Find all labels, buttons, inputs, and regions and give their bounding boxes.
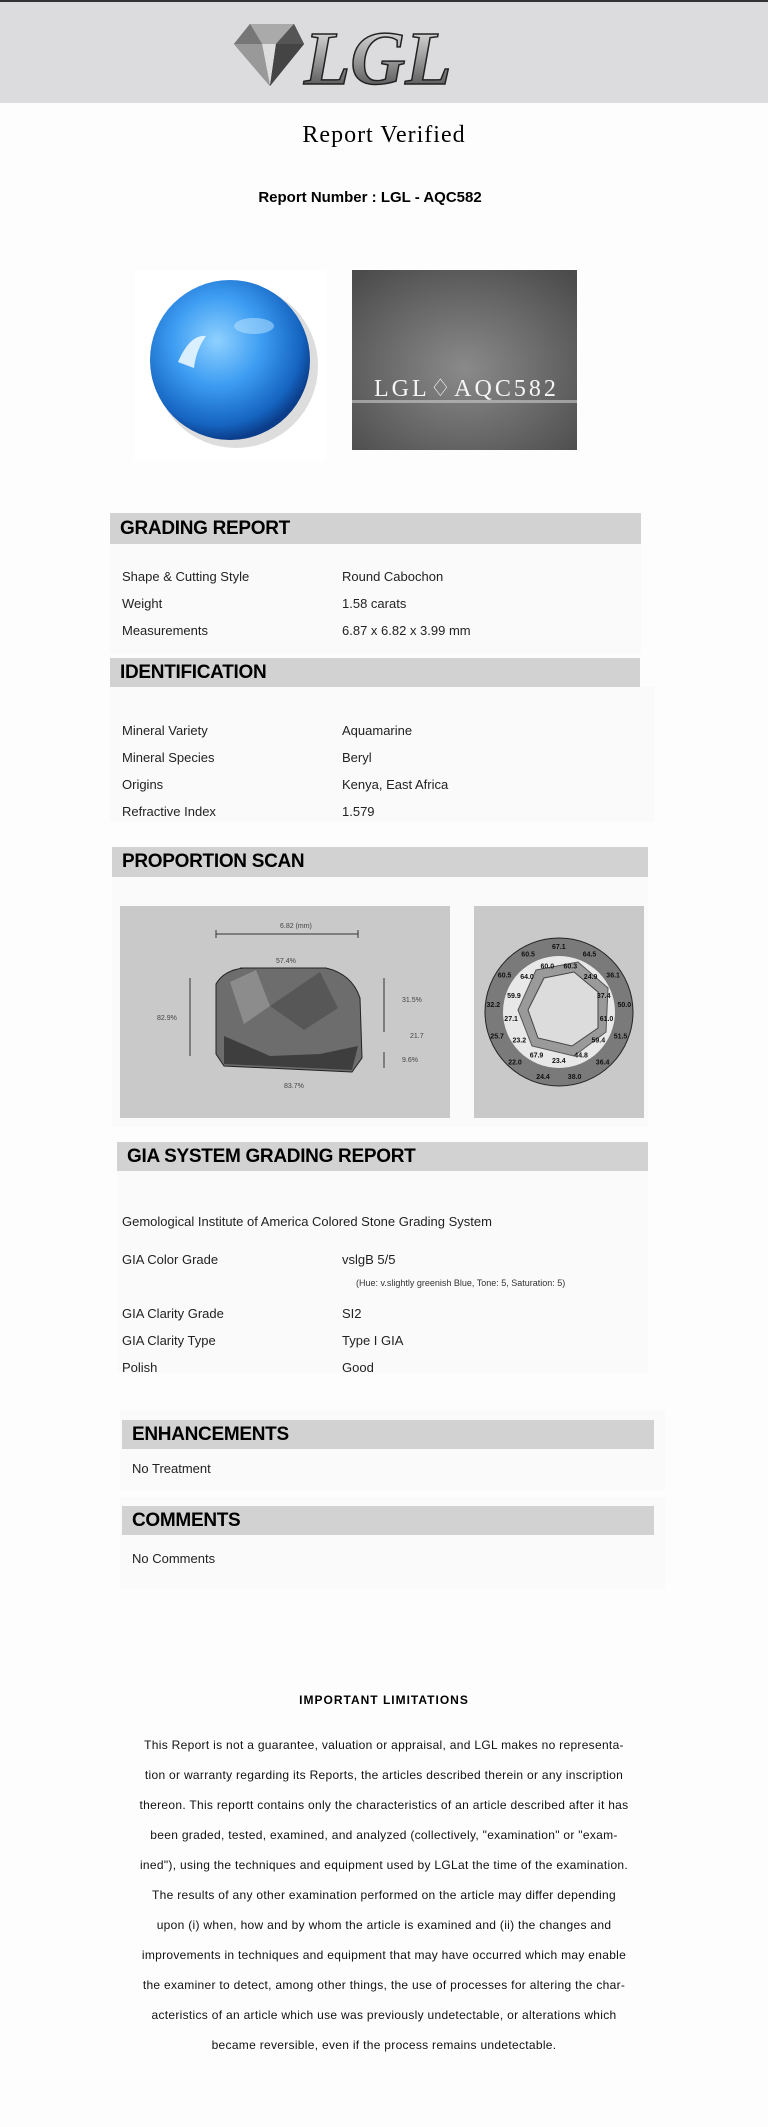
identification-heading: IDENTIFICATION [110, 658, 640, 687]
scan-measure-label: 67.9 [529, 1052, 544, 1060]
scan-measure-label: 24.4 [536, 1074, 550, 1082]
scan-measure-label: 51.5 [613, 1033, 628, 1041]
limitations-heading: IMPORTANT LIMITATIONS [299, 1693, 469, 1707]
inscription-photo [352, 270, 577, 450]
limitation-line: been graded, tested, examined, and analyzed (collectively, "examination" or "exam- [150, 1828, 618, 1842]
row-label: Origins [122, 777, 164, 792]
pavilion-label: 21.7 [410, 1033, 424, 1040]
row-label: GIA Clarity Type [122, 1333, 216, 1348]
gia-subtitle: Gemological Institute of America Colored Stone Grading System [122, 1214, 492, 1229]
limitation-line: improvements in techniques and equipment that may have occurred which may enable [141, 1948, 627, 1962]
top-view-scan [474, 906, 644, 1118]
row-value: 1.579 [342, 804, 375, 819]
scan-measure-label: 37.4 [596, 993, 611, 1000]
comments-text: No Comments [132, 1551, 216, 1566]
scan-measure-label: 60.5 [521, 951, 535, 959]
total-depth-label: 82.9% [157, 1015, 177, 1022]
scan-measure-label: 25.7 [490, 1033, 504, 1041]
side-profile-scan [120, 906, 450, 1118]
scan-measure-label: 64.0 [520, 974, 534, 982]
scan-measure-label: 64.5 [582, 951, 597, 959]
scan-measure-label: 38.0 [567, 1074, 582, 1082]
row-label: GIA Clarity Grade [122, 1306, 224, 1321]
row-value: Type I GIA [342, 1333, 404, 1348]
header-banner [0, 2, 768, 103]
scan-measure-label: 44.8 [574, 1052, 588, 1060]
comments-heading: COMMENTS [122, 1506, 654, 1535]
row-label: Shape & Cutting Style [122, 569, 250, 584]
row-value: vslgB 5/5 [342, 1252, 396, 1267]
logo-wordmark: LGL [304, 17, 452, 96]
limitation-line: acteristics of an article which use was previously undetectable, or alterations which [151, 2008, 617, 2022]
scan-measure-label: 61.0 [599, 1015, 614, 1023]
row-value: Aquamarine [342, 723, 413, 738]
limitation-line: the examiner to detect, among other things, the use of processes for altering the char- [142, 1978, 626, 1992]
row-label: Weight [122, 596, 163, 611]
scan-measure-label: 50.0 [617, 1002, 632, 1009]
girdle-label: 9.6% [402, 1057, 418, 1064]
limitation-line: This Report is not a guarantee, valuation or appraisal, and LGL makes no representa- [144, 1738, 624, 1752]
row-label: GIA Color Grade [122, 1252, 219, 1267]
row-label: Refractive Index [122, 804, 216, 819]
width-label: 6.82 (mm) [280, 923, 312, 930]
limitation-line: upon (i) when, how and by whom the article is examined and (ii) the changes and [156, 1918, 612, 1932]
limitation-line: The results of any other examination performed on the article may differ depending [152, 1888, 616, 1902]
crown-label: 31.5% [402, 997, 422, 1004]
scan-measure-label: 22.0 [508, 1059, 522, 1067]
scan-measure-label: 67.1 [552, 944, 566, 951]
enhancements-text: No Treatment [132, 1461, 211, 1476]
row-value: Round Cabochon [342, 569, 444, 584]
row-value: Beryl [342, 750, 372, 765]
scan-measure-label: 23.2 [512, 1037, 527, 1045]
scan-measure-label: 60.0 [540, 963, 555, 971]
gia-heading: GIA SYSTEM GRADING REPORT [117, 1142, 648, 1171]
row-value: Good [342, 1360, 374, 1375]
diamond-icon [234, 24, 304, 86]
lgl-logo [232, 14, 492, 96]
row-label: Mineral Variety [122, 723, 208, 738]
scan-measure-label: 23.4 [552, 1058, 566, 1065]
scan-measure-label: 36.1 [606, 972, 620, 980]
limitation-line: tion or warranty regarding its Reports, the articles described therein or any inscription [144, 1768, 624, 1782]
row-value: 1.58 carats [342, 596, 407, 611]
scan-measure-label: 32.2 [486, 1002, 501, 1009]
row-value: 6.87 x 6.82 x 3.99 mm [342, 623, 471, 638]
grading-report-heading: GRADING REPORT [110, 513, 641, 544]
row-value: SI2 [342, 1306, 362, 1321]
report-number: Report Number : LGL - AQC582 [258, 189, 482, 206]
row-label: Polish [122, 1360, 158, 1375]
row-label: Mineral Species [122, 750, 215, 765]
scan-measure-label: 59.4 [591, 1037, 606, 1045]
scan-measure-label: 60.5 [497, 972, 512, 980]
row-label: Measurements [122, 623, 208, 638]
row-value: Kenya, East Africa [342, 777, 449, 792]
page-title: Report Verified [302, 122, 466, 148]
scan-measure-label: 27.1 [504, 1015, 518, 1023]
bottom-label: 83.7% [284, 1083, 304, 1090]
gem-photo [134, 270, 326, 460]
enhancements-heading: ENHANCEMENTS [122, 1420, 654, 1449]
proportion-scan-heading: PROPORTION SCAN [112, 847, 648, 877]
limitation-line: thereon. This reportt contains only the characteristics of an article described after it has [139, 1798, 629, 1812]
scan-measure-label: 60.3 [563, 963, 578, 971]
color-grade-note: (Hue: v.slightly greenish Blue, Tone: 5, Saturation: 5) [356, 1278, 566, 1288]
table-label: 57.4% [276, 958, 296, 965]
scan-measure-label: 36.4 [595, 1059, 610, 1067]
inscription-text: LGL♢AQC582 [374, 376, 559, 402]
limitation-line: became reversible, even if the process remains undetectable. [211, 2038, 557, 2052]
scan-measure-label: 24.9 [583, 974, 598, 982]
scan-measure-label: 59.9 [507, 993, 521, 1000]
limitation-line: ined"), using the techniques and equipment used by LGLat the time of the examination. [139, 1858, 629, 1872]
